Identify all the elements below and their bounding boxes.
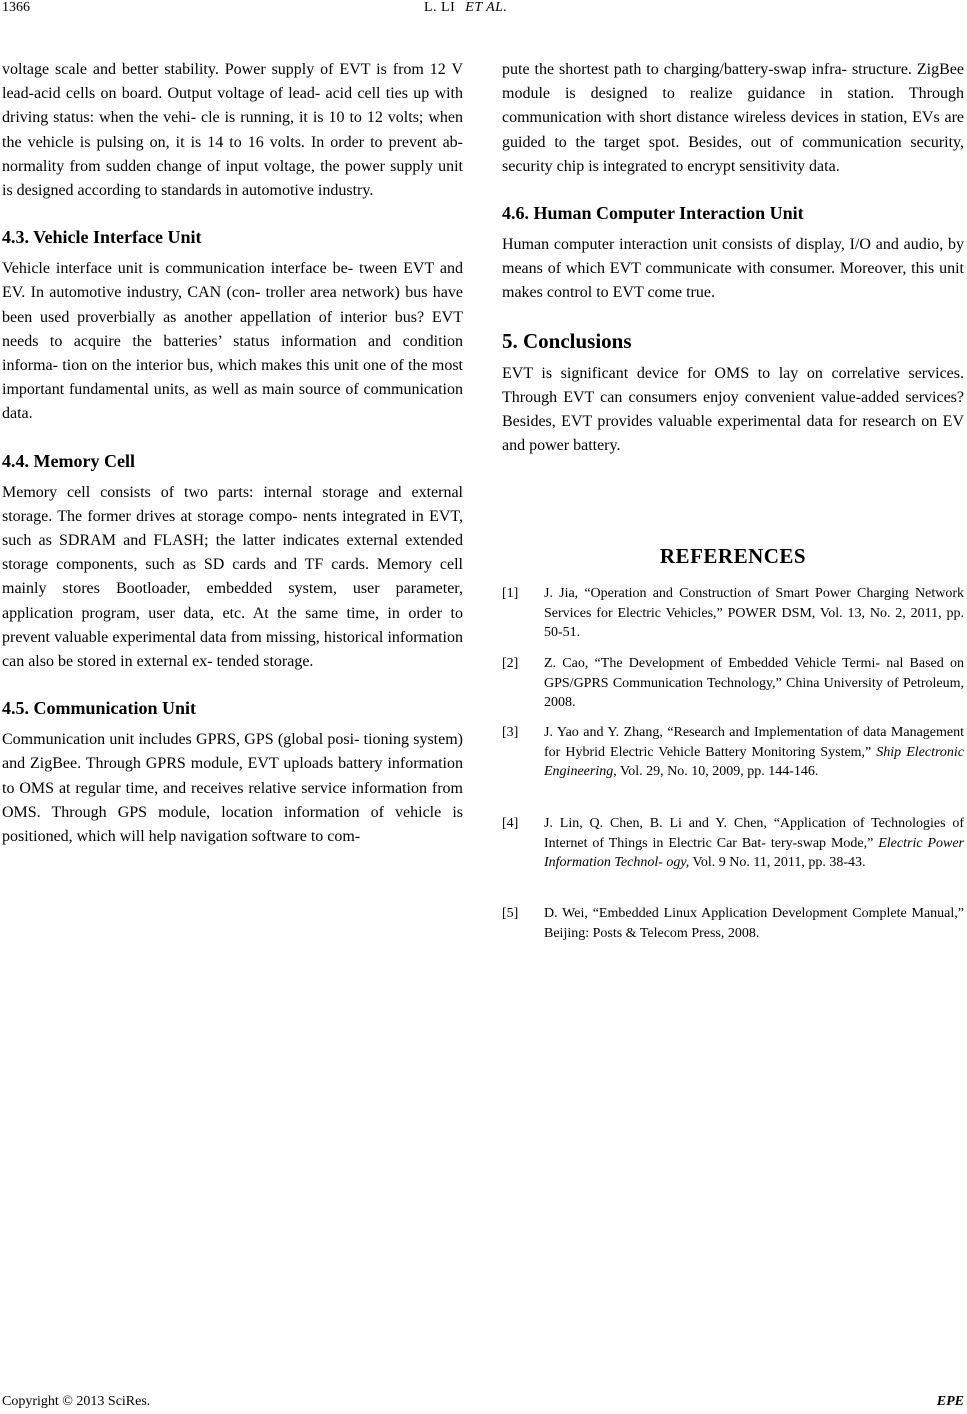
- section-4-5-text: Communication unit includes GPRS, GPS (global posi- tioning system) and ZigBee. Through GPRS module, EVT uploads battery information to OMS at regular time, and receives relative service information from OMS. Through GPS module, location information of vehicle is positioned, which will help navigation software to com-: [2, 731, 463, 846]
- section-4-6-text: Human computer interaction unit consists of display, I/O and audio, by means of which EVT communicate with consumer. Moreover, this unit makes control to EVT come true.: [502, 236, 964, 302]
- reference-number: [2]: [502, 656, 519, 671]
- reference-text: J. Jia, “Operation and Construction of Smart Power Charging Network Services for Electric Vehicles,” POWER DSM, Vol. 13, No. 2, 2011, pp. 50-51.: [544, 586, 964, 641]
- reference-item: [502, 814, 964, 873]
- footer-journal: EPE: [936, 1394, 964, 1409]
- section-4-4-heading: 4.4. Memory Cell: [2, 450, 135, 471]
- reference-text: J. Lin, Q. Chen, B. Li and Y. Chen, “Application of Technologies of Internet of Things in Electric Car Bat- tery-swap Mode,” Electric Power Information Technol- ogy, Vol. 9 No. 11, 2011, pp. 38-43.: [544, 816, 964, 871]
- reference-text: J. Yao and Y. Zhang, “Research and Implementation of data Management for Hybrid Electric Vehicle Battery Monitoring System,” Ship Electronic Engineering, Vol. 29, No. 10, 2009, pp. 144-146.: [544, 725, 964, 780]
- page-number: 1366: [2, 0, 30, 15]
- left-column: [2, 58, 463, 849]
- section-4-6-heading: 4.6. Human Computer Interaction Unit: [502, 203, 804, 224]
- section-4-3-heading: 4.3. Vehicle Interface Unit: [2, 227, 202, 248]
- reference-text: D. Wei, “Embedded Linux Application Development Complete Manual,” Beijing: Posts & Telecom Press, 2008.: [544, 906, 964, 941]
- reference-item: [502, 584, 964, 643]
- running-head-et-al: ET AL.: [465, 0, 508, 15]
- references-heading: REFERENCES: [659, 544, 807, 568]
- reference-journal: Electric Power Information Technol- ogy,: [544, 835, 964, 871]
- paragraph-communication-continued: pute the shortest path to charging/battery-swap infra- structure. ZigBee module is designed to realize guidance in station. Through communication with short distance wireless devices in station, EVs are guided to the target spot. Besides, out of communication security, security chip is integrated to encrypt sensitivity data.: [502, 61, 964, 175]
- right-column: [502, 58, 964, 458]
- paragraph-power-supply-continued: voltage scale and better stability. Power supply of EVT is from 12 V lead-acid cells on board. Output voltage of lead- acid cell ties up with driving status: when the vehi- cle is running, it is 10 to 12 volts; when the vehicle is pulsing on, it is 14 to 16 volts. In order to prevent ab- normality from sudden change of input voltage, the power supply unit is designed according to standards in automotive industry.: [2, 61, 463, 200]
- section-4-4-text: Memory cell consists of two parts: internal storage and external storage. The former drives at storage compo- nents integrated in EVT, such as SDRAM and FLASH; the latter indicates external extended storage components, such as SD cards and TF cards. Memory cell mainly stores Bootloader, embedded system, user parameter, application program, user data, etc. At the same time, in order to prevent valuable experimental data from missing, historical information can also be stored in external ex- tended storage.: [2, 483, 463, 671]
- section-4-5-heading: 4.5. Communication Unit: [2, 698, 197, 719]
- reference-number: [4]: [502, 816, 519, 831]
- reference-item: [502, 654, 964, 713]
- reference-item: [502, 723, 964, 782]
- section-5-heading: 5. Conclusions: [502, 328, 632, 353]
- section-5-text: EVT is significant device for OMS to lay on correlative services. Through EVT can consumers enjoy convenient value-added services? Besides, EVT provides valuable experimental data for research on EV and power battery.: [502, 364, 964, 455]
- reference-number: [3]: [502, 725, 519, 740]
- running-head-authors: L. LI: [424, 0, 456, 15]
- section-4-3-text: Vehicle interface unit is communication interface be- tween EVT and EV. In automotive industry, CAN (con- troller area network) bus have been used proverbially as another appellation of interior bus? EVT needs to acquire the batteries’ status information and condition informa- tion on the interior bus, which makes this unit one of the most important fundamental units, as well as main source of communication data.: [2, 260, 463, 423]
- footer-copyright: Copyright © 2013 SciRes.: [2, 1394, 151, 1409]
- reference-number: [1]: [502, 586, 519, 601]
- running-head: [424, 0, 507, 16]
- reference-number: [5]: [502, 906, 519, 921]
- reference-text: Z. Cao, “The Development of Embedded Vehicle Termi- nal Based on GPS/GPRS Communication Technology,” China University of Petroleum, 2008.: [544, 656, 964, 711]
- reference-journal: Ship Electronic Engineering: [544, 744, 964, 780]
- reference-item: [502, 904, 964, 943]
